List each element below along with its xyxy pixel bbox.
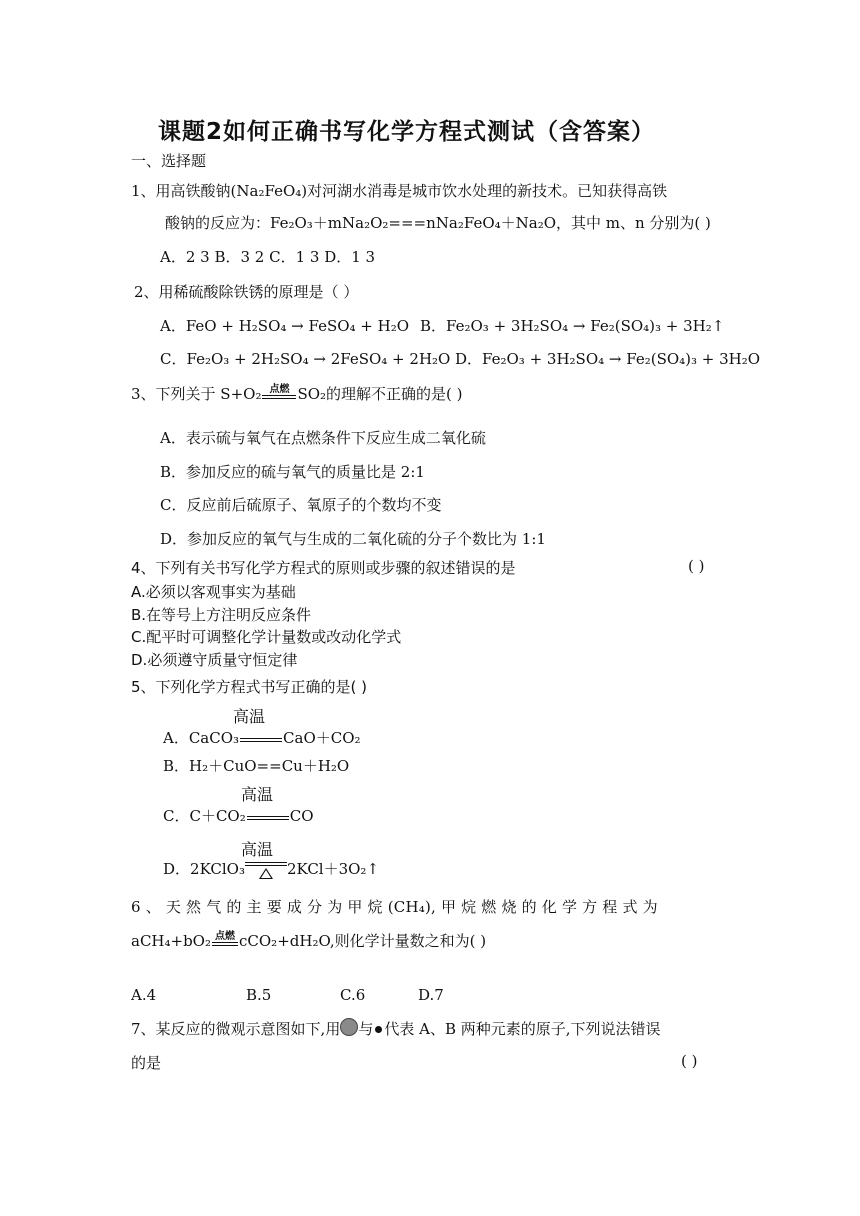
q5-a-reactants: A．CaCO₃ bbox=[163, 729, 240, 747]
q6-stem-line1: 6 、 天 然 气 的 主 要 成 分 为 甲 烷 (CH₄), 甲 烷 燃 烧 的 化 学 方 程 式 为 bbox=[131, 898, 658, 916]
q7-stem-line2: 的是 bbox=[131, 1054, 162, 1072]
q6-eq-products: cCO₂+dH₂O,则化学计量数之和为( ) bbox=[239, 932, 487, 950]
q6-option-c: C.6 bbox=[340, 986, 366, 1004]
ignite-condition-sign bbox=[212, 931, 238, 951]
q3-option-c: C．反应前后硫原子、氧原子的个数均不变 bbox=[160, 496, 442, 514]
q1-stem-line2: 酸钠的反应为：Fe₂O₃＋mNa₂O₂===nNa₂FeO₄＋Na₂O，其中 m、n 分别为( ) bbox=[165, 214, 711, 232]
q7-answer-paren: ( ) bbox=[681, 1052, 698, 1070]
q6-option-a: A.4 bbox=[131, 986, 157, 1004]
q7-stem-line1 bbox=[131, 1018, 661, 1039]
q5-option-c bbox=[163, 805, 314, 826]
q4-option-b: B.在等号上方注明反应条件 bbox=[131, 606, 312, 624]
q5-option-a bbox=[163, 727, 361, 748]
q5-a-condition: 高温 bbox=[233, 707, 266, 726]
q2-option-b: B．Fe₂O₃ + 3H₂SO₄ → Fe₂(SO₄)₃ + 3H₂↑ bbox=[420, 317, 725, 335]
q4-option-d: D.必须遵守质量守恒定律 bbox=[131, 651, 298, 669]
q7-stem-mid: 与 bbox=[358, 1020, 374, 1038]
q4-option-a: A.必须以客观事实为基础 bbox=[131, 583, 296, 601]
q3-stem-post: SO₂的理解不正确的是( ) bbox=[297, 385, 463, 403]
q5-d-reactants: D．2KClO₃ bbox=[163, 860, 245, 878]
condition-label: 点燃 bbox=[269, 384, 290, 395]
q3-stem-pre: 3、下列关于 S+O₂ bbox=[131, 385, 262, 403]
atom-a-large-gray-circle-icon bbox=[340, 1018, 358, 1036]
q3-option-a: A．表示硫与氧气在点燃条件下反应生成二氧化硫 bbox=[160, 429, 486, 447]
q2-option-d: D．Fe₂O₃ + 3H₂SO₄ → Fe₂(SO₄)₃ + 3H₂O bbox=[455, 350, 761, 368]
q5-c-reactants: C．C＋CO₂ bbox=[163, 807, 246, 825]
q2-option-a: A．FeO + H₂SO₄ → FeSO₄ + H₂O bbox=[160, 317, 410, 335]
q7-stem-post: 代表 A、B 两种元素的原子,下列说法错误 bbox=[384, 1020, 661, 1038]
q5-option-b: B．H₂＋CuO==Cu＋H₂O bbox=[163, 757, 350, 775]
q5-option-d bbox=[163, 858, 379, 879]
q6-option-b: B.5 bbox=[246, 986, 272, 1004]
q7-stem-pre: 7、某反应的微观示意图如下,用 bbox=[131, 1020, 341, 1038]
q1-stem-line1: 1、用高铁酸钠(Na₂FeO₄)对河湖水消毒是城市饮水处理的新技术。已知获得高铁 bbox=[131, 182, 668, 200]
q3-stem bbox=[131, 383, 463, 404]
q5-d-condition: 高温 bbox=[241, 840, 274, 859]
q2-stem: 2、用稀硫酸除铁锈的原理是（ ） bbox=[134, 283, 359, 301]
q5-c-condition: 高温 bbox=[241, 785, 274, 804]
section-heading: 一、选择题 bbox=[131, 152, 207, 170]
q3-option-b: B．参加反应的硫与氧气的质量比是 2:1 bbox=[160, 463, 425, 481]
q4-stem: 4、下列有关书写化学方程式的原则或步骤的叙述错误的是 bbox=[131, 559, 516, 577]
page-title: 课题2如何正确书写化学方程式测试（含答案） bbox=[158, 119, 656, 145]
q4-answer-paren: ( ) bbox=[688, 557, 705, 575]
condition-label: 点燃 bbox=[215, 931, 235, 942]
q6-eq-reactants: aCH₄+bO₂ bbox=[131, 932, 211, 950]
q5-a-products: CaO＋CO₂ bbox=[283, 729, 361, 747]
q2-option-c: C．Fe₂O₃ + 2H₂SO₄ → 2FeSO₄ + 2H₂O bbox=[160, 350, 451, 368]
q1-options: A．2 3 B．3 2 C．1 3 D．1 3 bbox=[160, 248, 376, 266]
q5-stem: 5、下列化学方程式书写正确的是( ) bbox=[131, 678, 368, 696]
atom-b-small-black-dot-icon bbox=[375, 1026, 382, 1033]
q5-c-products: CO bbox=[289, 807, 314, 825]
q3-option-d: D．参加反应的氧气与生成的二氧化硫的分子个数比为 1:1 bbox=[160, 530, 546, 548]
q4-option-c: C.配平时可调整化学计量数或改动化学式 bbox=[131, 628, 402, 646]
q6-option-d: D.7 bbox=[418, 986, 444, 1004]
q5-d-products: 2KCl＋3O₂↑ bbox=[286, 860, 380, 878]
heating-triangle-icon bbox=[259, 868, 273, 879]
ignite-condition-sign bbox=[262, 384, 296, 404]
q6-equation bbox=[131, 930, 486, 951]
